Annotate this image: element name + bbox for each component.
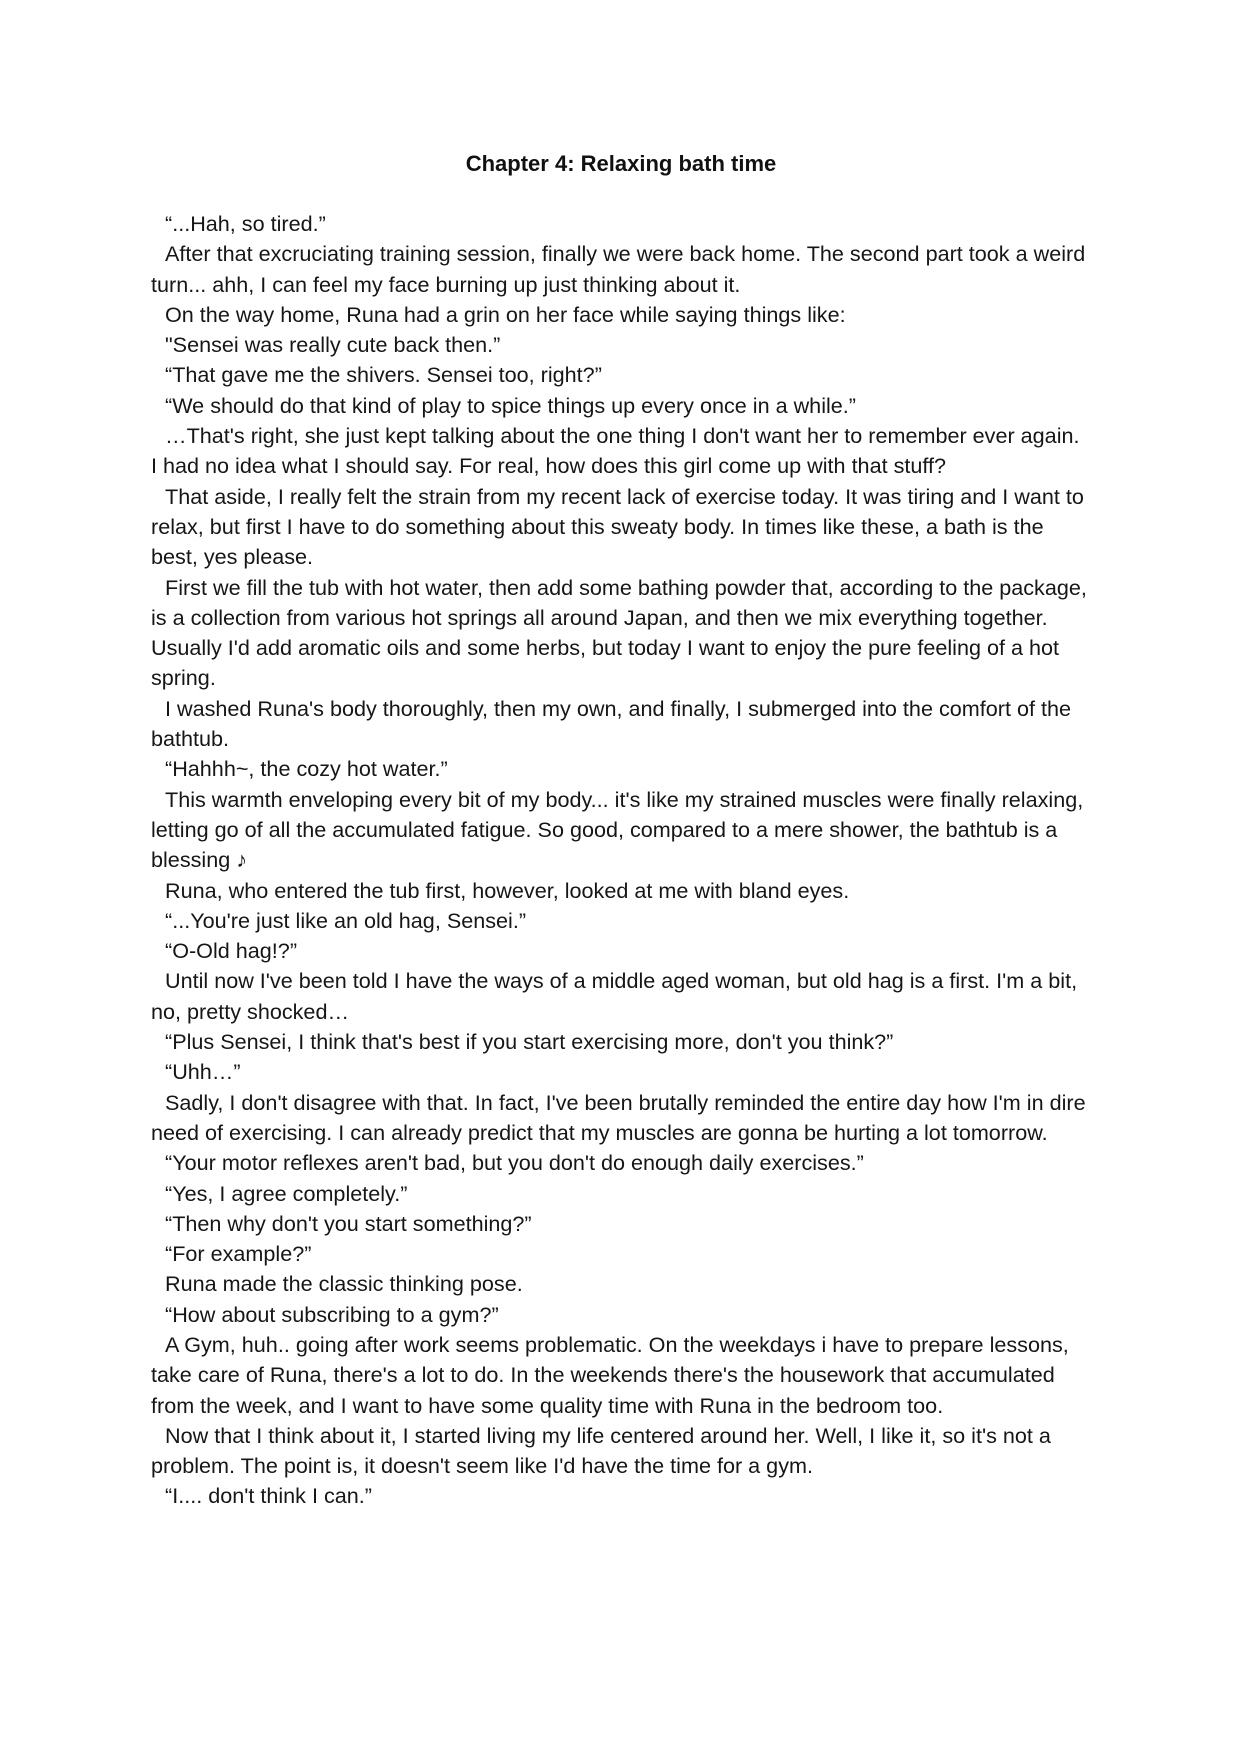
paragraph: Runa made the classic thinking pose. [165,1271,523,1297]
paragraph: Until now I've been told I have the ways of a middle aged woman, but old hag is a first. I'm a bit, no, pretty shocked… [151,968,1078,1024]
paragraph: Sadly, I don't disagree with that. In fact, I've been brutally reminded the entire day how I'm in dire need of exercising. I can already predict that my muscles are gonna be hurting a lot tomorrow. [151,1089,1086,1145]
paragraph: “That gave me the shivers. Sensei too, right?” [165,362,602,388]
paragraph: “O-Old hag!?” [165,938,298,964]
paragraph: "Sensei was really cute back then.” [165,332,501,358]
paragraph: “Yes, I agree completely.” [165,1180,408,1206]
paragraph: On the way home, Runa had a grin on her face while saying things like: [165,301,846,327]
paragraph: A Gym, huh.. going after work seems problematic. On the weekdays i have to prepare lessons, take care of Runa, there's a lot to do. In the weekends there's the housework that accumulated from the week, and I want to have some quality time with Runa in the bedroom too. [151,1331,1069,1418]
body-text [151,209,1087,1512]
paragraph: “Then why don't you start something?” [165,1210,532,1236]
paragraph: I washed Runa's body thoroughly, then my own, and finally, I submerged into the comfort of the bathtub. [151,695,1071,752]
paragraph: …That's right, she just kept talking about the one thing I don't want her to remember ever again. I had no idea what I should say. For real, how does this girl come up with that stuff? [151,423,1080,479]
paragraph: “For example?” [165,1241,312,1267]
paragraph: “Hahhh~, the cozy hot water.” [165,756,448,782]
chapter-title: Chapter 4: Relaxing bath time [465,151,777,176]
paragraph: “Your motor reflexes aren't bad, but you don't do enough daily exercises.” [165,1150,864,1176]
paragraph: “Uhh…” [165,1059,241,1085]
paragraph: Runa, who entered the tub first, however, looked at me with bland eyes. [165,877,850,903]
paragraph: “Plus Sensei, I think that's best if you start exercising more, don't you think?” [165,1029,894,1055]
paragraph: “I.... don't think I can.” [165,1483,372,1509]
paragraph: Now that I think about it, I started living my life centered around her. Well, I like it, so it's not a problem. The point is, it doesn't seem like I'd have the time for a gym. [151,1422,1051,1479]
paragraph: This warmth enveloping every bit of my body... it's like my strained muscles were finally relaxing, letting go of all the accumulated fatigue. So good, compared to a mere shower, the bathtub is a blessing ♪ [151,786,1084,873]
paragraph: First we fill the tub with hot water, then add some bathing powder that, according to the package, is a collection from various hot springs all around Japan, and then we mix everything together. Usually I'd add aromatic oils and some herbs, but today I want to enjoy the pure feeling of a hot spring. [151,574,1087,691]
paragraph: “How about subscribing to a gym?” [165,1301,499,1327]
paragraph: “...You're just like an old hag, Sensei.” [165,907,527,933]
paragraph: “We should do that kind of play to spice things up every once in a while.” [165,392,856,418]
paragraph: After that excruciating training session, finally we were back home. The second part took a weird turn... ahh, I can feel my face burning up just thinking about it. [151,241,1086,297]
paragraph: That aside, I really felt the strain from my recent lack of exercise today. It was tiring and I want to relax, but first I have to do something about this sweaty body. In times like these, a bath is the best, yes please. [151,483,1084,570]
paragraph: “...Hah, so tired.” [165,211,326,236]
